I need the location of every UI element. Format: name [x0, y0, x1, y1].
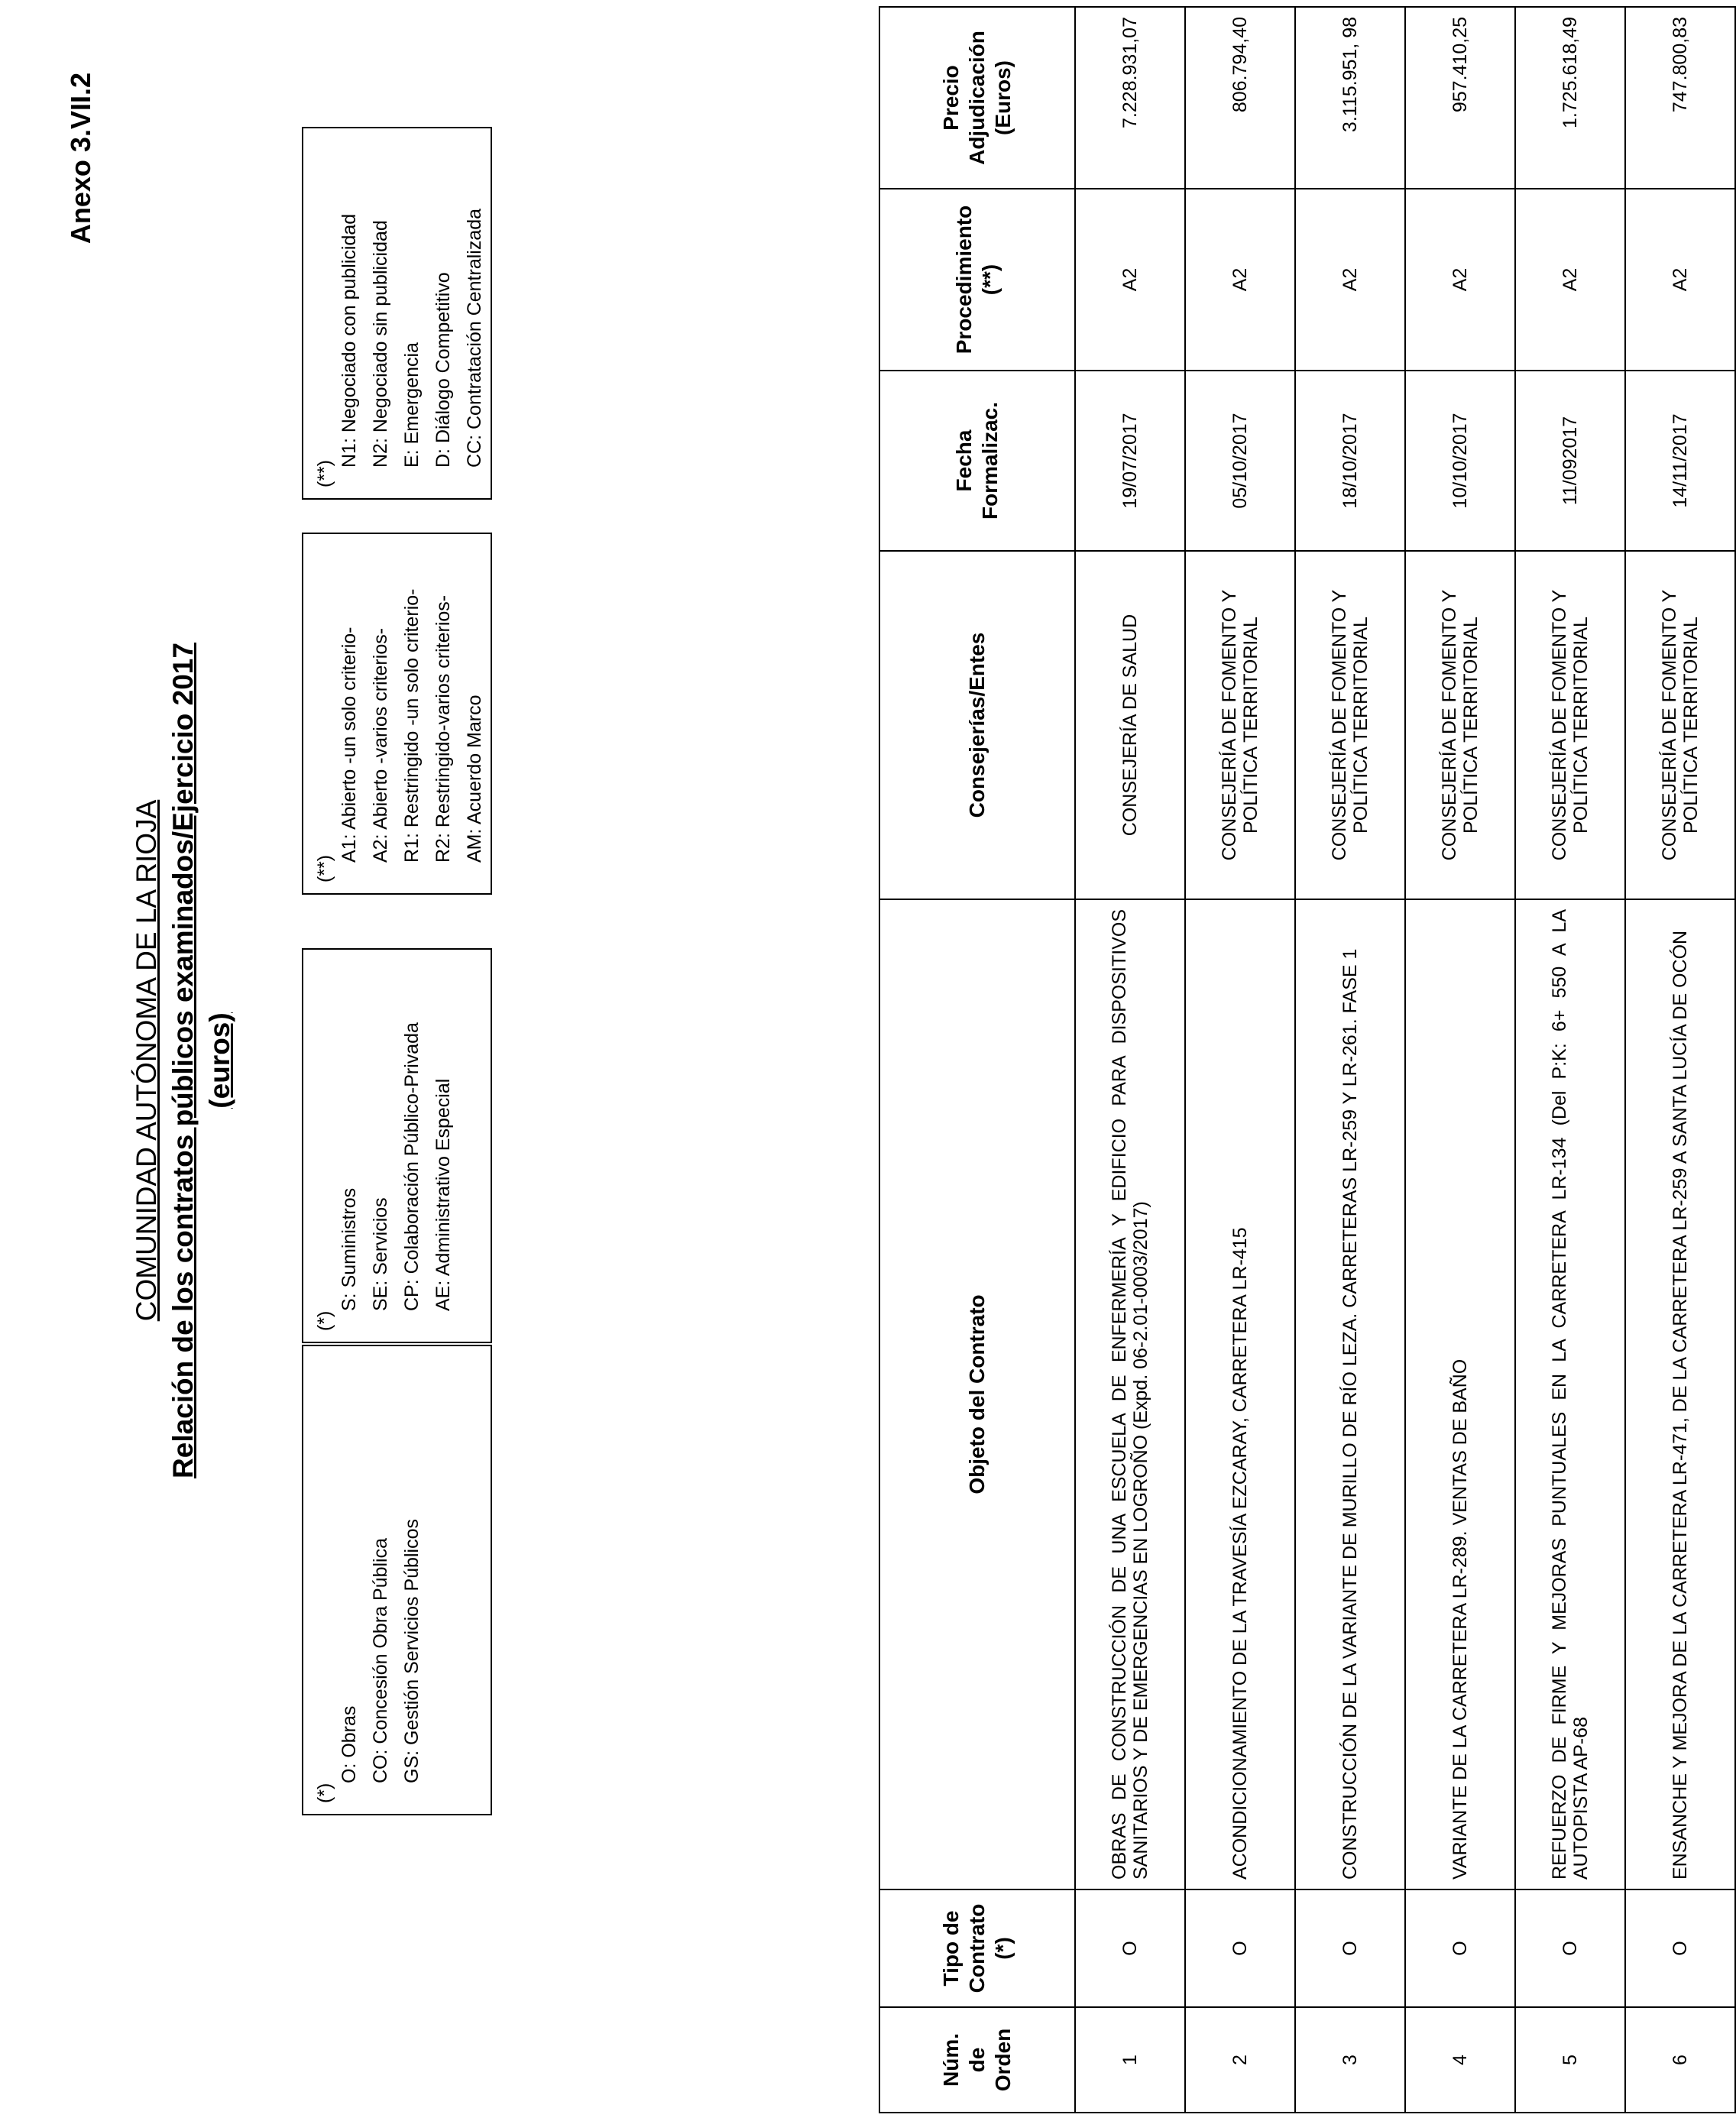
legend-item: CO: Concesión Obra Pública — [370, 1538, 391, 1783]
header-line: Formalizac. — [978, 401, 1002, 520]
cell-fecha: 14/11/2017 — [1625, 371, 1735, 551]
legend-item: AE: Administrativo Especial — [432, 1078, 454, 1311]
table-row — [1295, 7, 1405, 2113]
legend-marker: (*) — [314, 1310, 335, 1331]
cell-procedimiento: A2 — [1625, 189, 1735, 371]
header-num-orden — [879, 2007, 1075, 2113]
cell-objeto: ACONDICIONAMIENTO DE LA TRAVESÍA EZCARAY, CARRETERA LR-415 — [1185, 899, 1295, 1889]
cell-objeto: VARIANTE DE LA CARRETERA LR-289. VENTAS DE BAÑO — [1405, 899, 1515, 1889]
legend-tipo-contrato — [302, 1345, 492, 1815]
legend-item: AM: Acuerdo Marco — [464, 695, 485, 863]
legend-items — [334, 1519, 428, 1783]
legend-procedimiento-2 — [302, 127, 492, 500]
header-fecha — [879, 371, 1075, 551]
legend-item: CP: Colaboración Público-Privada — [401, 1022, 423, 1311]
cell-precio: 747.800,83 — [1625, 7, 1735, 189]
cell-precio: 957.410,25 — [1405, 7, 1515, 189]
header-line: Procedimiento — [952, 205, 976, 355]
ente-line: CONSEJERÍA DE FOMENTO Y — [1329, 589, 1350, 861]
title-line-3: (euros) — [204, 1012, 235, 1109]
header-procedimiento — [879, 189, 1075, 371]
cell-precio: 3.115.951, 98 — [1295, 7, 1405, 189]
header-entes: Consejerías/Entes — [879, 551, 1075, 899]
header-line: Fecha — [952, 429, 976, 492]
legend-marker: (**) — [314, 854, 335, 882]
legend-items — [334, 1022, 459, 1311]
contracts-table — [879, 6, 1736, 2113]
ente-line: POLÍTICA TERRITORIAL — [1570, 617, 1592, 834]
legend-items — [334, 209, 491, 468]
cell-fecha: 05/10/2017 — [1185, 371, 1295, 551]
legend-procedimiento — [302, 533, 492, 895]
ente-line: CONSEJERÍA DE FOMENTO Y — [1549, 589, 1570, 861]
ente-line: CONSEJERÍA DE FOMENTO Y — [1659, 589, 1680, 861]
cell-num: 6 — [1625, 2007, 1735, 2113]
legend-items — [334, 589, 491, 863]
ente-line: POLÍTICA TERRITORIAL — [1350, 617, 1372, 834]
cell-tipo: O — [1405, 1889, 1515, 2007]
cell-num: 4 — [1405, 2007, 1515, 2113]
legend-item: A2: Abierto -varios criterios- — [370, 627, 391, 863]
cell-num: 1 — [1075, 2007, 1185, 2113]
cell-ente — [1185, 551, 1295, 899]
header-line: Precio — [939, 65, 963, 131]
cell-fecha: 10/10/2017 — [1405, 371, 1515, 551]
ente-line: CONSEJERÍA DE FOMENTO Y — [1219, 589, 1240, 861]
cell-tipo: O — [1625, 1889, 1735, 2007]
header-line: Adjudicación — [965, 31, 989, 165]
cell-tipo: O — [1295, 1889, 1405, 2007]
cell-objeto: REFUERZO DE FIRME Y MEJORAS PUNTUALES EN LA CARRETERA LR-134 (Del P:K: 6+ 550 A LA AUTOPISTA AP-68 — [1515, 899, 1625, 1889]
legend-item: GS: Gestión Servicios Públicos — [401, 1519, 423, 1783]
cell-num: 3 — [1295, 2007, 1405, 2113]
ente-line: CONSEJERÍA DE FOMENTO Y — [1439, 589, 1460, 861]
table-row — [1515, 7, 1625, 2113]
cell-objeto: ENSANCHE Y MEJORA DE LA CARRETERA LR-471, DE LA CARRETERA LR-259 A SANTA LUCÍA DE OCÓN — [1625, 899, 1735, 1889]
ente-line: POLÍTICA TERRITORIAL — [1460, 617, 1482, 834]
cell-ente — [1405, 551, 1515, 899]
table-row — [1405, 7, 1515, 2113]
header-line: (**) — [978, 264, 1002, 296]
cell-precio: 806.794,40 — [1185, 7, 1295, 189]
cell-procedimiento: A2 — [1405, 189, 1515, 371]
legend-marker: (**) — [314, 459, 335, 487]
annex-label: Anexo 3.VII.2 — [65, 73, 96, 244]
header-line: Contrato — [965, 1903, 989, 1993]
legend-item: A1: Abierto -un solo criterio- — [338, 627, 360, 863]
cell-tipo: O — [1185, 1889, 1295, 2007]
legend-item: N1: Negociado con publicidad — [338, 213, 360, 468]
ente-line: CONSEJERÍA DE SALUD — [1119, 614, 1141, 837]
header-line: de — [965, 2047, 989, 2073]
ente-line: POLÍTICA TERRITORIAL — [1680, 617, 1702, 834]
document-title — [128, 0, 238, 2121]
ente-line: POLÍTICA TERRITORIAL — [1240, 617, 1262, 834]
cell-num: 2 — [1185, 2007, 1295, 2113]
header-line: (*) — [991, 1937, 1015, 1960]
legend-item: R2: Restringido-varios criterios- — [432, 594, 454, 863]
cell-fecha: 18/10/2017 — [1295, 371, 1405, 551]
legend-item: S: Suministros — [338, 1187, 360, 1311]
header-line: Tipo de — [939, 1910, 963, 1987]
legend-item: SE: Servicios — [370, 1197, 391, 1311]
legend-item: D: Diálogo Competitivo — [432, 272, 454, 468]
title-line-2: Relación de los contratos públicos examinados/Ejercicio 2017 — [167, 643, 199, 1478]
header-line: Orden — [991, 2028, 1015, 2092]
header-tipo-contrato — [879, 1889, 1075, 2007]
table-row — [1185, 7, 1295, 2113]
cell-ente — [1075, 551, 1185, 899]
cell-objeto: OBRAS DE CONSTRUCCIÓN DE UNA ESCUELA DE ENFERMERÍA Y EDIFICIO PARA DISPOSITIVOS SANITARIOS Y DE EMERGENCIAS EN LOGROÑO (Expd. 06-2.01-0003/2017) — [1075, 899, 1185, 1889]
table-row — [1625, 7, 1735, 2113]
legend-item: E: Emergencia — [401, 342, 423, 468]
table-header-row — [879, 7, 1075, 2113]
header-objeto: Objeto del Contrato — [879, 899, 1075, 1889]
cell-procedimiento: A2 — [1075, 189, 1185, 371]
cell-ente — [1295, 551, 1405, 899]
header-precio — [879, 7, 1075, 189]
cell-procedimiento: A2 — [1185, 189, 1295, 371]
legend-item: R1: Restringido -un solo criterio- — [401, 588, 423, 863]
table-row — [1075, 7, 1185, 2113]
legend-item: O: Obras — [338, 1705, 360, 1783]
cell-fecha: 19/07/2017 — [1075, 371, 1185, 551]
cell-num: 5 — [1515, 2007, 1625, 2113]
cell-tipo: O — [1075, 1889, 1185, 2007]
cell-objeto: CONSTRUCCIÓN DE LA VARIANTE DE MURILLO DE RÍO LEZA. CARRETERAS LR-259 Y LR-261. FASE 1 — [1295, 899, 1405, 1889]
legend-tipo-contrato-2 — [302, 948, 492, 1343]
legend-item: N2: Negociado sin publicidad — [370, 220, 391, 468]
cell-procedimiento: A2 — [1515, 189, 1625, 371]
header-line: (Euros) — [991, 60, 1015, 135]
legend-marker: (*) — [314, 1783, 335, 1803]
legend-item: CC: Contratación Centralizada — [464, 208, 485, 468]
cell-fecha: 11/092017 — [1515, 371, 1625, 551]
cell-precio: 7.228.931,07 — [1075, 7, 1185, 189]
header-line: Núm. — [939, 2033, 963, 2087]
cell-procedimiento: A2 — [1295, 189, 1405, 371]
cell-ente — [1515, 551, 1625, 899]
title-line-1: COMUNIDAD AUTÓNOMA DE LA RIOJA — [131, 799, 162, 1322]
cell-ente — [1625, 551, 1735, 899]
cell-tipo: O — [1515, 1889, 1625, 2007]
cell-precio: 1.725.618,49 — [1515, 7, 1625, 189]
